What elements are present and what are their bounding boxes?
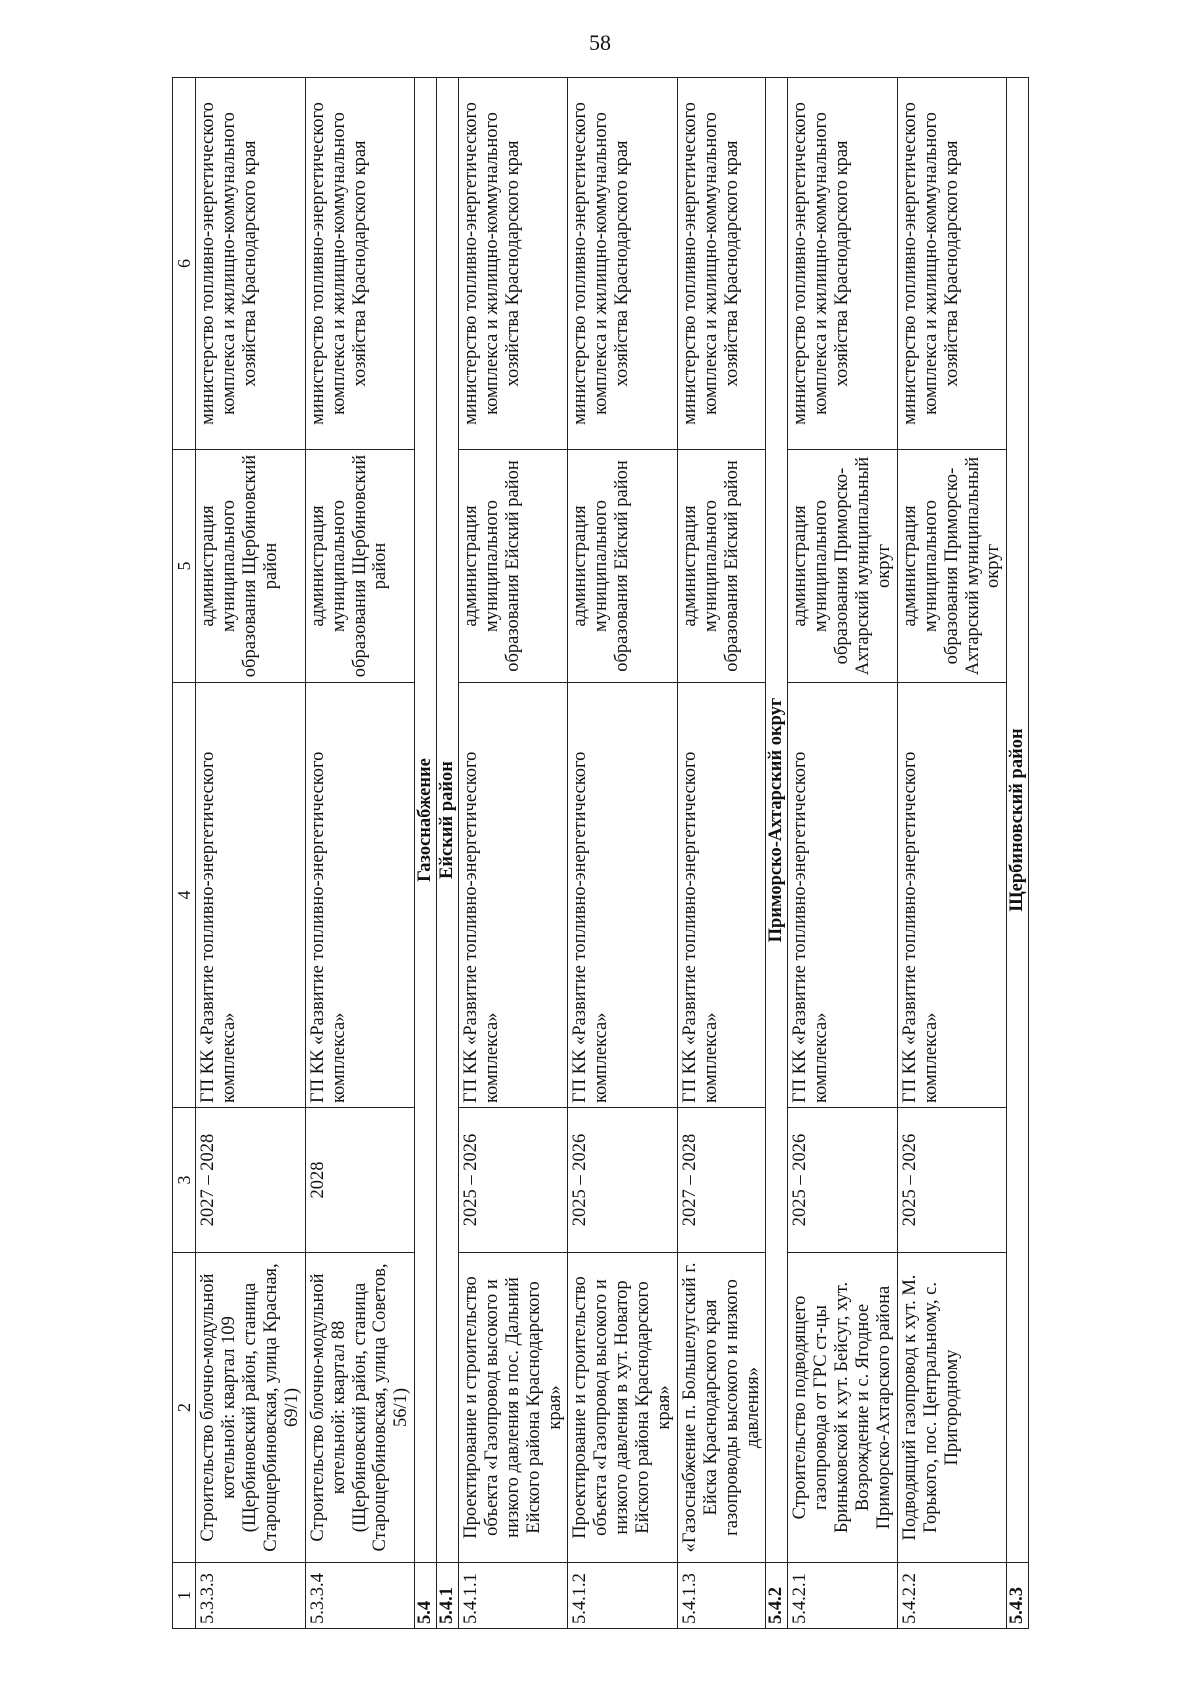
row-program: ГП КК «Развитие топливно-энергетического комплекса» [677,683,766,1108]
row-ministry: министерство топливно-энергетического комплекса и жилищно-коммунального хозяйства Краснодарского края [305,78,414,450]
header-col-2: 2 [173,1253,196,1563]
table-row [897,78,1006,1629]
section-number: 5.4.3 [1007,1563,1029,1629]
row-number: 5.3.3.3 [196,1563,305,1629]
header-row [173,78,196,1629]
row-ministry: министерство топливно-энергетического комплекса и жилищно-коммунального хозяйства Краснодарского края [677,78,766,450]
row-executor: администрация муниципального образования Ейский район [677,450,766,683]
row-program: ГП КК «Развитие топливно-энергетического комплекса» [568,683,677,1108]
row-program: ГП КК «Развитие топливно-энергетического комплекса» [459,683,568,1108]
header-col-3: 3 [173,1108,196,1253]
section-title: Щербиновский район [1007,78,1029,1563]
rotated-table-container [172,78,1056,1629]
table-row [196,78,305,1629]
row-executor: администрация муниципального образования Щербиновский район [305,450,414,683]
row-program: ГП КК «Развитие топливно-энергетического комплекса» [305,683,414,1108]
table-row [305,78,414,1629]
section-number: 5.4.2 [766,1563,788,1629]
row-executor: администрация муниципального образования Ейский район [568,450,677,683]
table-body [173,78,1029,1629]
row-executor: администрация муниципального образования Приморско-Ахтарский муниципальный округ [788,450,897,683]
row-ministry: министерство топливно-энергетического комплекса и жилищно-коммунального хозяйства Краснодарского края [897,78,1006,450]
section-title: Приморско-Ахтарский округ [766,78,788,1563]
row-description: «Газоснабжение п. Большелугский г. Ейска Краснодарского края газопроводы высокого и низкого давления» [677,1253,766,1563]
row-description: Строительство блочно-модульной котельной: квартал 109 (Щербиновский район, станица Старощербиновская, улица Красная, 69/1) [196,1253,305,1563]
section-title: Ейский район [437,78,459,1563]
row-ministry: министерство топливно-энергетического комплекса и жилищно-коммунального хозяйства Краснодарского края [196,78,305,450]
section-row [415,78,437,1629]
row-period: 2025 – 2026 [897,1108,1006,1253]
row-program: ГП КК «Развитие топливно-энергетического комплекса» [196,683,305,1108]
section-number: 5.4 [415,1563,437,1629]
row-ministry: министерство топливно-энергетического комплекса и жилищно-коммунального хозяйства Краснодарского края [568,78,677,450]
header-col-6: 6 [173,78,196,450]
row-executor: администрация муниципального образования Ейский район [459,450,568,683]
page-number: 58 [589,30,611,55]
section-row [1007,78,1029,1629]
row-number: 5.4.1.3 [677,1563,766,1629]
row-period: 2027 – 2028 [196,1108,305,1253]
row-number: 5.4.1.1 [459,1563,568,1629]
table-row [677,78,766,1629]
row-executor: администрация муниципального образования Приморско-Ахтарский муниципальный округ [897,450,1006,683]
row-executor: администрация муниципального образования Щербиновский район [196,450,305,683]
row-description: Проектирование и строительство объекта «Газопровод высокого и низкого давления в хут. Новатор Ейского района Краснодарского края» [568,1253,677,1563]
row-program: ГП КК «Развитие топливно-энергетического комплекса» [897,683,1006,1108]
table-row [459,78,568,1629]
row-period: 2025 – 2026 [459,1108,568,1253]
row-description: Проектирование и строительство объекта «Газопровод высокого и низкого давления в пос. Дальний Ейского района Краснодарского края» [459,1253,568,1563]
header-col-1: 1 [173,1563,196,1629]
row-number: 5.4.1.2 [568,1563,677,1629]
row-period: 2025 – 2026 [788,1108,897,1253]
header-col-4: 4 [173,683,196,1108]
row-description: Строительство подводящего газопровода от ГРС ст-цы Бриньковской к хут. Бейсуг, хут. Возрождение и с. Ягодное Приморско-Ахтарского района [788,1253,897,1563]
section-row [766,78,788,1629]
row-program: ГП КК «Развитие топливно-энергетического комплекса» [788,683,897,1108]
rotated-table-frame [172,78,1056,1629]
row-description: Подводящий газопровод к хут. М. Горького, пос. Центральному, с. Пригородному [897,1253,1006,1563]
section-row [437,78,459,1629]
table-row [788,78,897,1629]
row-period: 2025 – 2026 [568,1108,677,1253]
row-description: Строительство блочно-модульной котельной: квартал 88 (Щербиновский район, станица Старощербиновская, улица Советов, 56/1) [305,1253,414,1563]
measures-table [172,77,1029,1629]
row-ministry: министерство топливно-энергетического комплекса и жилищно-коммунального хозяйства Краснодарского края [459,78,568,450]
row-period: 2028 [305,1108,414,1253]
row-number: 5.3.3.4 [305,1563,414,1629]
table-row [568,78,677,1629]
header-col-5: 5 [173,450,196,683]
row-number: 5.4.2.1 [788,1563,897,1629]
row-number: 5.4.2.2 [897,1563,1006,1629]
row-period: 2027 – 2028 [677,1108,766,1253]
section-title: Газоснабжение [415,78,437,1563]
section-number: 5.4.1 [437,1563,459,1629]
row-ministry: министерство топливно-энергетического комплекса и жилищно-коммунального хозяйства Краснодарского края [788,78,897,450]
